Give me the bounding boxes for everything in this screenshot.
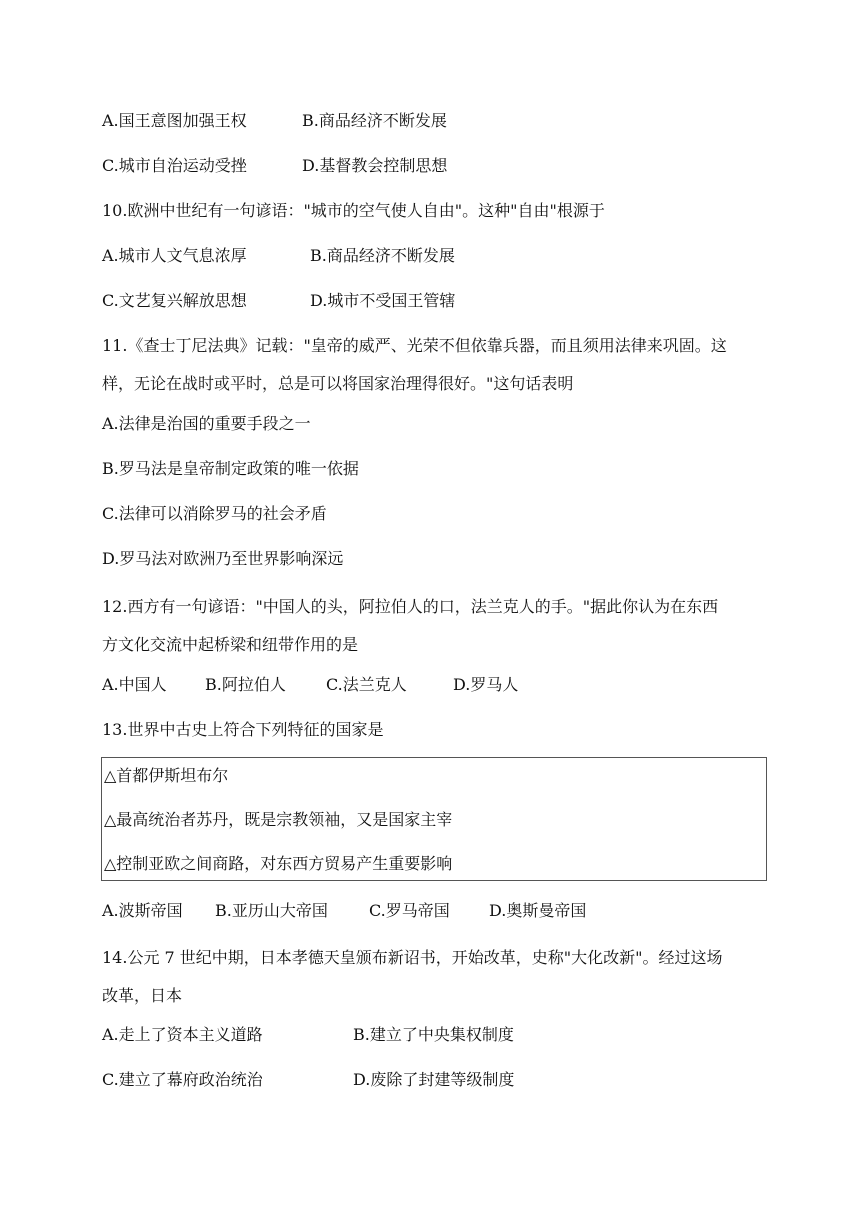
q11-stem-line-2: 样，无论在战时或平时，总是可以将国家治理得很好。"这句话表明 [102, 374, 574, 393]
q9-option-d: D.基督教会控制思想 [302, 156, 448, 175]
q10-option-b: B.商品经济不断发展 [310, 246, 455, 265]
q13-feature-3: △控制亚欧之间商路，对东西方贸易产生重要影响 [104, 854, 453, 873]
q13-option-a: A.波斯帝国 [102, 901, 183, 920]
q11-option-c: C.法律可以消除罗马的社会矛盾 [102, 504, 327, 523]
q14-stem-line-1: 14.公元 7 世纪中期，日本孝德天皇颁布新诏书，开始改革，史称"大化改新"。经过这场 [102, 948, 723, 967]
q13-option-d: D.奥斯曼帝国 [489, 901, 587, 920]
q10-option-c: C.文艺复兴解放思想 [102, 291, 247, 310]
q13-feature-box [101, 757, 767, 881]
q11-option-d: D.罗马法对欧洲乃至世界影响深远 [102, 549, 344, 568]
q11-option-a: A.法律是治国的重要手段之一 [102, 414, 311, 433]
q13-feature-2: △最高统治者苏丹，既是宗教领袖，又是国家主宰 [104, 810, 453, 829]
q12-option-c: C.法兰克人 [326, 675, 407, 694]
q14-option-b: B.建立了中央集权制度 [353, 1025, 514, 1044]
q13-feature-1: △首都伊斯坦布尔 [104, 766, 229, 785]
q10-stem: 10.欧洲中世纪有一句谚语："城市的空气使人自由"。这种"自由"根源于 [102, 201, 605, 220]
q12-option-d: D.罗马人 [453, 675, 519, 694]
q13-stem: 13.世界中古史上符合下列特征的国家是 [102, 720, 384, 739]
q14-option-c: C.建立了幕府政治统治 [102, 1070, 263, 1089]
q12-stem-line-1: 12.西方有一句谚语："中国人的头，阿拉伯人的口，法兰克人的手。"据此你认为在东西 [102, 597, 719, 616]
q14-stem-line-2: 改革，日本 [102, 986, 183, 1005]
q9-option-a: A.国王意图加强王权 [102, 111, 247, 130]
q12-option-a: A.中国人 [102, 675, 167, 694]
q13-option-b: B.亚历山大帝国 [215, 901, 328, 920]
q9-option-b: B.商品经济不断发展 [302, 111, 447, 130]
q11-option-b: B.罗马法是皇帝制定政策的唯一依据 [102, 459, 359, 478]
q11-stem-line-1: 11.《查士丁尼法典》记载："皇帝的威严、光荣不但依靠兵器，而且须用法律来巩固。这 [102, 336, 727, 355]
q14-option-d: D.废除了封建等级制度 [353, 1070, 515, 1089]
q12-option-b: B.阿拉伯人 [205, 675, 286, 694]
q10-option-d: D.城市不受国王管辖 [310, 291, 456, 310]
q13-option-c: C.罗马帝国 [369, 901, 450, 920]
q9-option-c: C.城市自治运动受挫 [102, 156, 247, 175]
q14-option-a: A.走上了资本主义道路 [102, 1025, 263, 1044]
q10-option-a: A.城市人文气息浓厚 [102, 246, 247, 265]
q12-stem-line-2: 方文化交流中起桥梁和纽带作用的是 [102, 635, 359, 654]
